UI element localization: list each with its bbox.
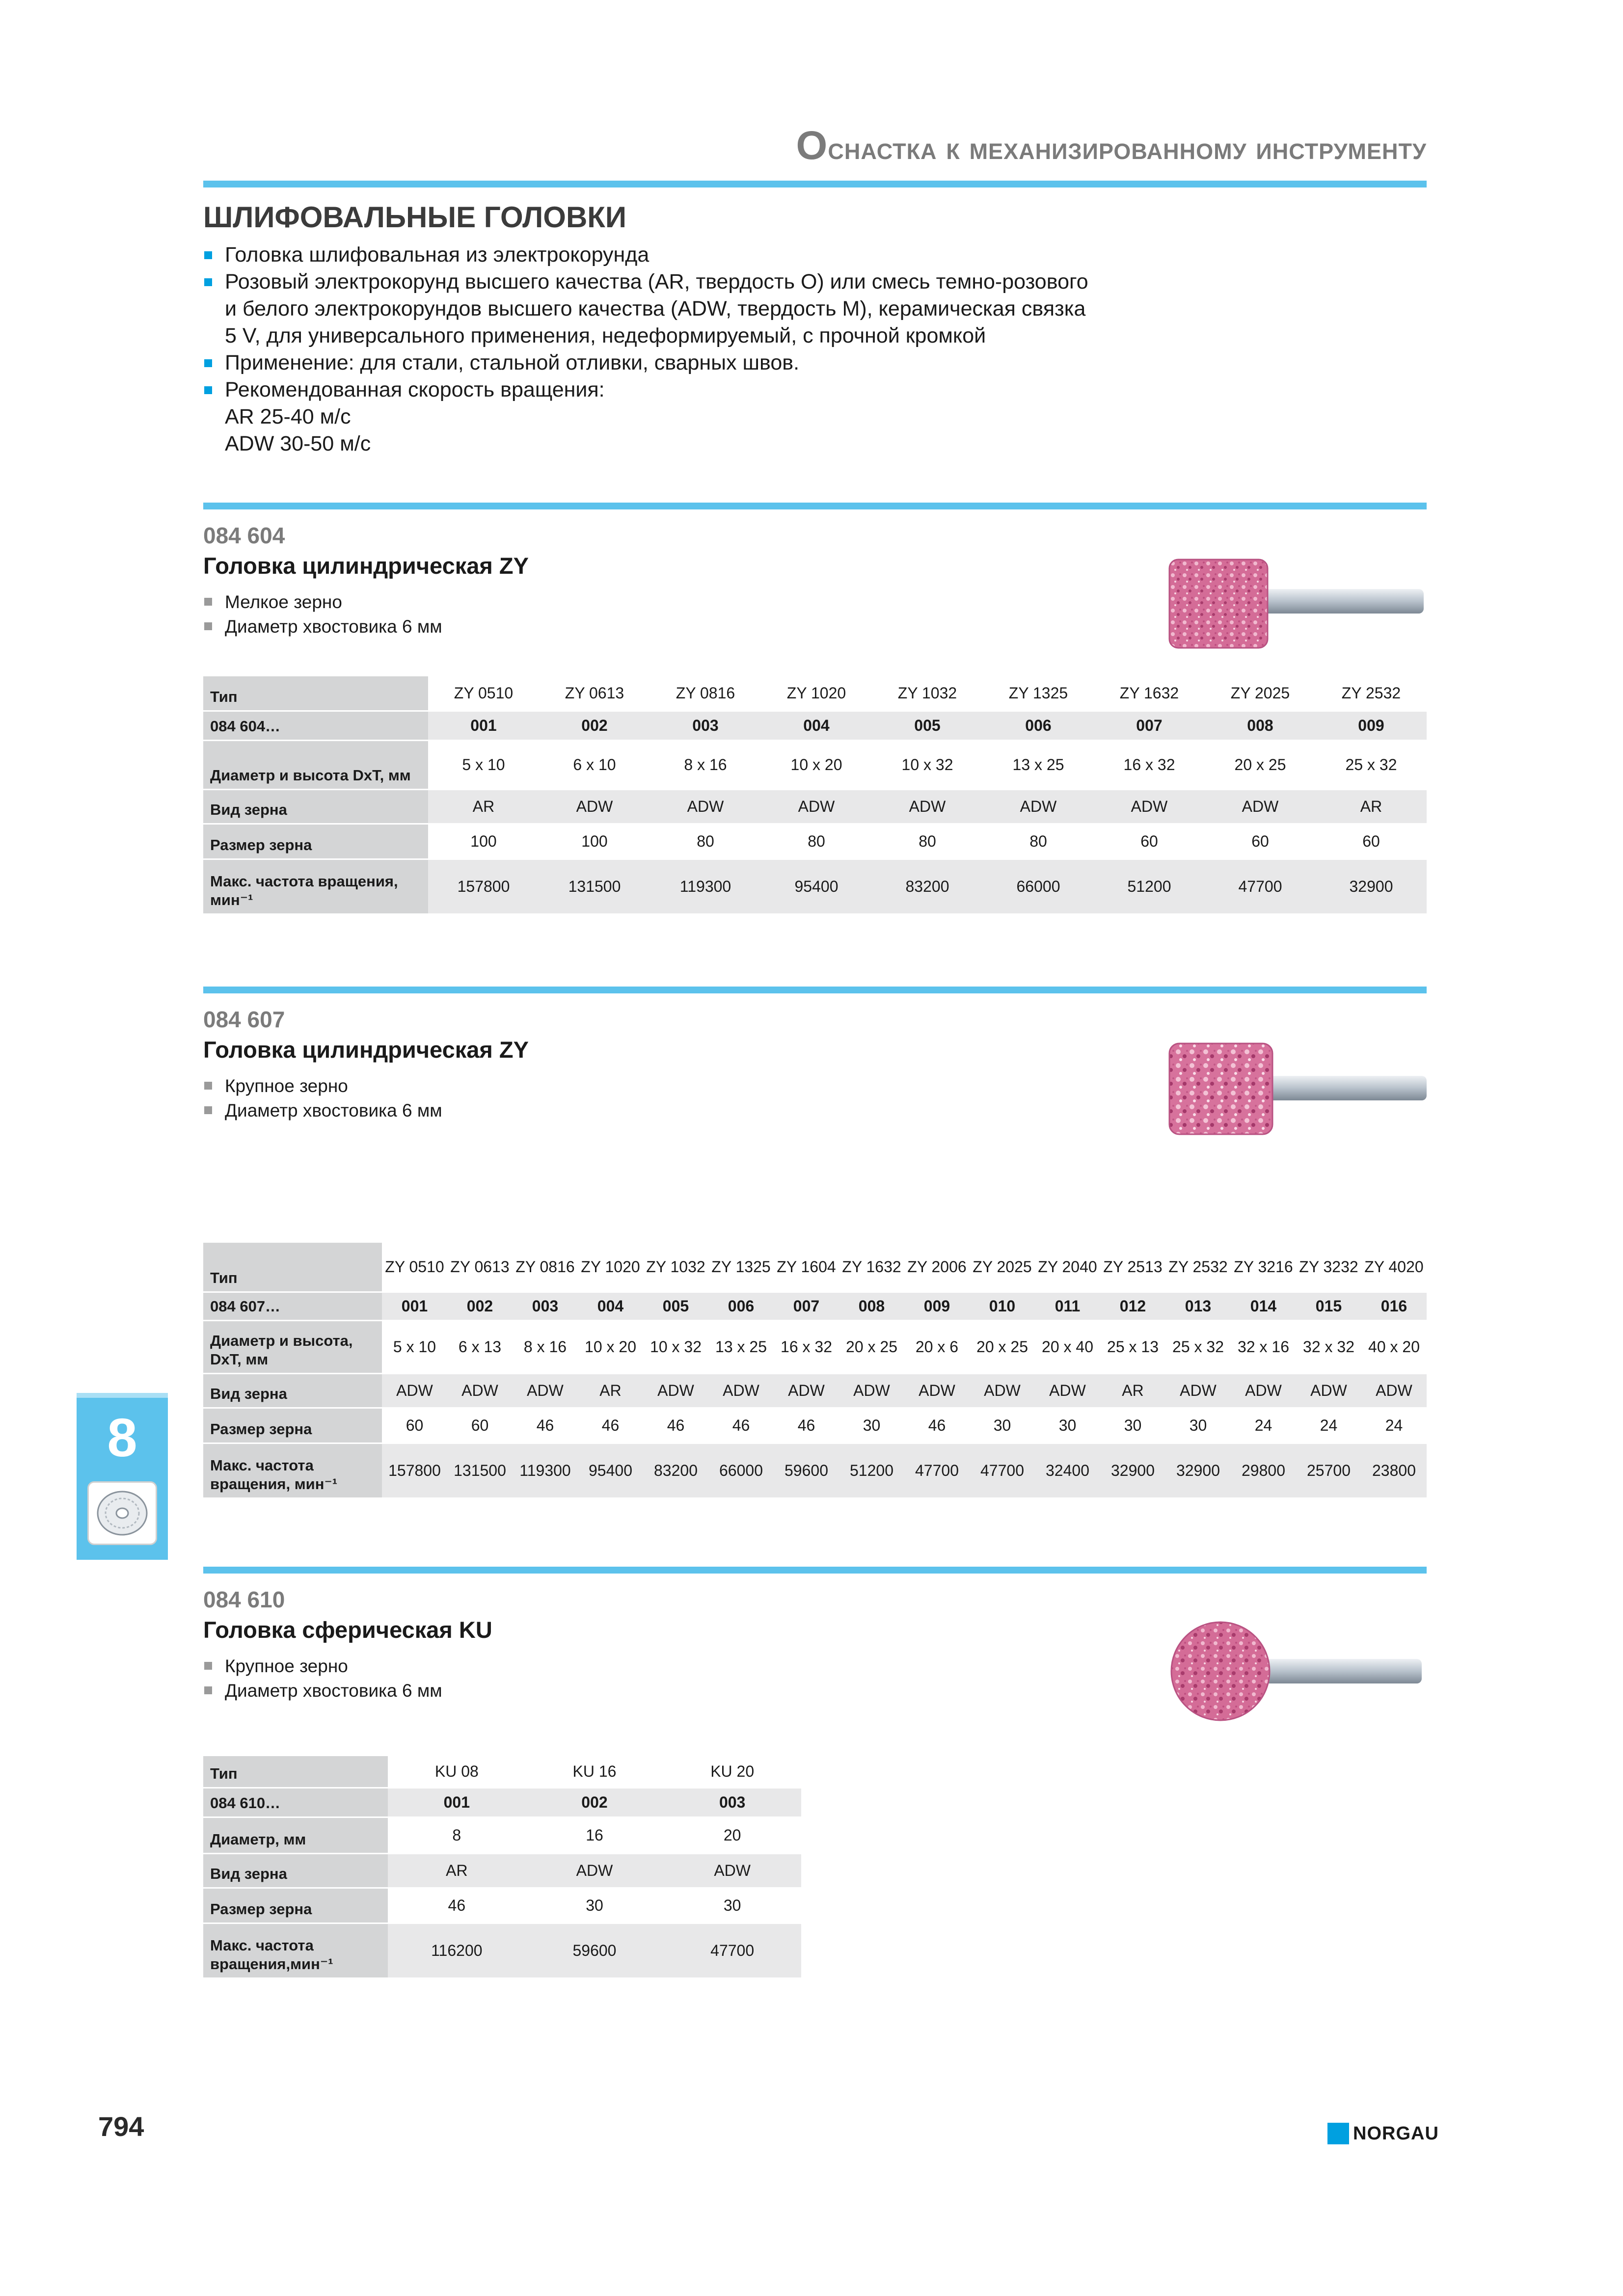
table-cell: 003 xyxy=(663,1788,801,1817)
table-cell: 66000 xyxy=(983,859,1094,914)
cylindrical-stone-fine-image xyxy=(1159,549,1434,659)
table-cell: ADW xyxy=(774,1373,839,1408)
table-cell: 014 xyxy=(1231,1292,1296,1320)
table-cell: 10 x 32 xyxy=(872,740,983,789)
table-cell: ZY 1032 xyxy=(872,676,983,711)
product-2-rule xyxy=(203,987,1427,993)
brand-logo-text: NORGAU xyxy=(1353,2123,1439,2144)
table-cell: 32 x 16 xyxy=(1231,1320,1296,1373)
feature-item xyxy=(203,1654,442,1679)
table-cell: 005 xyxy=(872,711,983,740)
table-cell: ADW xyxy=(1231,1373,1296,1408)
table-cell: 131500 xyxy=(447,1443,513,1498)
table-cell: 100 xyxy=(539,824,650,859)
row-label: 084 610… xyxy=(203,1788,388,1817)
table-cell: ADW xyxy=(761,789,872,824)
feature-square-icon xyxy=(204,1106,212,1114)
table-cell: 29800 xyxy=(1231,1443,1296,1498)
table-cell: 009 xyxy=(1316,711,1427,740)
table-row xyxy=(203,1817,801,1853)
table-cell: 30 xyxy=(839,1408,904,1443)
table-cell: 20 x 40 xyxy=(1035,1320,1100,1373)
product-3-features xyxy=(203,1654,442,1703)
table-cell: ADW xyxy=(526,1853,664,1888)
table-cell: 005 xyxy=(643,1292,708,1320)
table-cell: 012 xyxy=(1100,1292,1165,1320)
table-cell: 59600 xyxy=(774,1443,839,1498)
table-cell: 46 xyxy=(708,1408,774,1443)
table-cell: 116200 xyxy=(388,1923,526,1978)
row-label: Вид зерна xyxy=(203,789,428,824)
table-cell: ADW xyxy=(650,789,761,824)
table-cell: 004 xyxy=(761,711,872,740)
table-cell: ZY 1632 xyxy=(1094,676,1205,711)
section-bullet-text: Рекомендованная скорость вращения: xyxy=(225,378,605,401)
table-cell: 80 xyxy=(983,824,1094,859)
table-cell: 8 x 16 xyxy=(650,740,761,789)
table-cell: 24 xyxy=(1361,1408,1427,1443)
table-cell: 80 xyxy=(650,824,761,859)
table-cell: 30 xyxy=(1100,1408,1165,1443)
product-1-features xyxy=(203,590,442,639)
table-cell: ZY 1020 xyxy=(761,676,872,711)
table-cell: ZY 0816 xyxy=(650,676,761,711)
table-cell: ADW xyxy=(513,1373,578,1408)
table-cell: 30 xyxy=(526,1888,664,1923)
table-cell: 60 xyxy=(1316,824,1427,859)
feature-square-icon xyxy=(204,1686,212,1694)
table-cell: 46 xyxy=(388,1888,526,1923)
table-cell: 016 xyxy=(1361,1292,1427,1320)
row-label: 084 604… xyxy=(203,711,428,740)
section-bullet-line xyxy=(203,268,1088,295)
section-bullet-text: Головка шлифовальная из электрокорунда xyxy=(225,243,649,267)
table-cell: 010 xyxy=(970,1292,1035,1320)
table-row xyxy=(203,740,1427,789)
table-cell: 008 xyxy=(839,1292,904,1320)
table-cell: 001 xyxy=(388,1788,526,1817)
table-cell: 46 xyxy=(774,1408,839,1443)
table-cell: 007 xyxy=(774,1292,839,1320)
table-cell: 002 xyxy=(539,711,650,740)
table-cell: 95400 xyxy=(761,859,872,914)
section-bullet-text: 5 V, для универсального применения, недеформируемый, с прочной кромкой xyxy=(225,324,986,347)
table-cell: 10 x 20 xyxy=(761,740,872,789)
table-cell: 004 xyxy=(578,1292,643,1320)
bullet-square-icon xyxy=(204,251,212,259)
table-row xyxy=(203,676,1427,711)
row-label: Диаметр, мм xyxy=(203,1817,388,1853)
page-header-title-rest: снастка к механизированному инструменту xyxy=(828,131,1427,166)
table-cell: ZY 0613 xyxy=(539,676,650,711)
table-cell: ADW xyxy=(663,1853,801,1888)
table-cell: 10 x 32 xyxy=(643,1320,708,1373)
table-cell: 16 x 32 xyxy=(774,1320,839,1373)
section-bullet-text: и белого электрокорундов высшего качества (ADW, твердость M), керамическая связка xyxy=(225,297,1086,320)
feature-item xyxy=(203,614,442,639)
table-cell: ADW xyxy=(1165,1373,1231,1408)
table-cell: 60 xyxy=(1094,824,1205,859)
table-cell: 25 x 32 xyxy=(1316,740,1427,789)
table-cell: AR xyxy=(428,789,539,824)
feature-item xyxy=(203,1679,442,1703)
table-cell: 119300 xyxy=(650,859,761,914)
section-bullet-line xyxy=(203,430,1088,457)
table-cell: 003 xyxy=(650,711,761,740)
bullet-square-icon xyxy=(204,359,212,367)
feature-item xyxy=(203,590,442,614)
table-cell: 47700 xyxy=(904,1443,970,1498)
feature-square-icon xyxy=(204,1662,212,1670)
table-cell: 80 xyxy=(761,824,872,859)
table-cell: ZY 2513 xyxy=(1100,1243,1165,1292)
table-cell: ZY 3232 xyxy=(1296,1243,1361,1292)
table-row xyxy=(203,859,1427,914)
section-title: ШЛИФОВАЛЬНЫЕ ГОЛОВКИ xyxy=(203,201,627,234)
product-3-title: Головка сферическая KU xyxy=(203,1617,492,1643)
row-label: Тип xyxy=(203,676,428,711)
table-cell: AR xyxy=(1100,1373,1165,1408)
table-cell: ZY 2040 xyxy=(1035,1243,1100,1292)
table-cell: 002 xyxy=(526,1788,664,1817)
table-row xyxy=(203,1923,801,1978)
row-label: Макс. частота вращения, мин⁻¹ xyxy=(203,1443,382,1498)
table-cell: 80 xyxy=(872,824,983,859)
table-row xyxy=(203,1888,801,1923)
table-cell: ZY 1032 xyxy=(643,1243,708,1292)
table-cell: KU 08 xyxy=(388,1756,526,1788)
row-label: Диаметр и высота DxT, мм xyxy=(203,740,428,789)
table-cell: 20 x 25 xyxy=(839,1320,904,1373)
table-cell: ZY 2006 xyxy=(904,1243,970,1292)
table-cell: 015 xyxy=(1296,1292,1361,1320)
chapter-number: 8 xyxy=(107,1408,137,1468)
product-2-code: 084 607 xyxy=(203,1007,285,1032)
brand-logo xyxy=(1327,2123,1439,2144)
page-number: 794 xyxy=(98,2111,144,2142)
feature-square-icon xyxy=(204,598,212,606)
table-cell: ADW xyxy=(1035,1373,1100,1408)
table-cell: 24 xyxy=(1231,1408,1296,1443)
table-cell: 51200 xyxy=(1094,859,1205,914)
row-label: Диаметр и высота, DxT, мм xyxy=(203,1320,382,1373)
table-row xyxy=(203,789,1427,824)
table-row xyxy=(203,1756,801,1788)
table-cell: AR xyxy=(1316,789,1427,824)
table-cell: 46 xyxy=(643,1408,708,1443)
table-cell: ZY 2025 xyxy=(1205,676,1316,711)
table-cell: ADW xyxy=(643,1373,708,1408)
row-label: Тип xyxy=(203,1243,382,1292)
table-cell: 40 x 20 xyxy=(1361,1320,1427,1373)
table-cell: 32 x 32 xyxy=(1296,1320,1361,1373)
feature-item xyxy=(203,1098,442,1123)
table-cell: 003 xyxy=(513,1292,578,1320)
table-cell: ZY 0510 xyxy=(382,1243,447,1292)
section-bullets xyxy=(203,241,1088,457)
table-cell: ADW xyxy=(539,789,650,824)
table-cell: 60 xyxy=(1205,824,1316,859)
feature-text: Крупное зерно xyxy=(225,1656,348,1676)
table-cell: 20 xyxy=(663,1817,801,1853)
table-cell: ADW xyxy=(970,1373,1035,1408)
table-cell: ZY 1604 xyxy=(774,1243,839,1292)
bullet-square-icon xyxy=(204,278,212,286)
table-cell: 008 xyxy=(1205,711,1316,740)
table-cell: 20 x 25 xyxy=(1205,740,1316,789)
table-cell: ADW xyxy=(1205,789,1316,824)
table-cell: 20 x 6 xyxy=(904,1320,970,1373)
feature-text: Крупное зерно xyxy=(225,1076,348,1096)
section-bullet-line xyxy=(203,349,1088,376)
table-cell: ZY 1020 xyxy=(578,1243,643,1292)
table-cell: 5 x 10 xyxy=(428,740,539,789)
product-2-features xyxy=(203,1074,442,1123)
page-header-title: Оснастка к механизированному инструменту xyxy=(796,123,1427,168)
section-bullet-text: AR 25-40 м/с xyxy=(225,405,351,428)
table-cell: 30 xyxy=(1035,1408,1100,1443)
table-cell: 32900 xyxy=(1165,1443,1231,1498)
table-cell: AR xyxy=(388,1853,526,1888)
table-cell: 6 x 10 xyxy=(539,740,650,789)
product-3-code: 084 610 xyxy=(203,1587,285,1612)
table-cell: ZY 1632 xyxy=(839,1243,904,1292)
table-cell: 001 xyxy=(382,1292,447,1320)
table-cell: 131500 xyxy=(539,859,650,914)
table-row xyxy=(203,1443,1427,1498)
table-cell: 46 xyxy=(513,1408,578,1443)
table-cell: 5 x 10 xyxy=(382,1320,447,1373)
table-cell: 47700 xyxy=(970,1443,1035,1498)
table-cell: 157800 xyxy=(428,859,539,914)
row-label: Вид зерна xyxy=(203,1373,382,1408)
table-cell: 66000 xyxy=(708,1443,774,1498)
table-cell: 13 x 25 xyxy=(708,1320,774,1373)
spherical-stone-image xyxy=(1162,1615,1436,1730)
table-cell: ZY 1325 xyxy=(708,1243,774,1292)
table-cell: 83200 xyxy=(643,1443,708,1498)
row-label: Макс. частота вращения,мин⁻¹ xyxy=(203,1923,388,1978)
section-bullet-line xyxy=(203,403,1088,430)
table-cell: 157800 xyxy=(382,1443,447,1498)
section-bullet-line xyxy=(203,322,1088,349)
table-cell: 001 xyxy=(428,711,539,740)
table-cell: ADW xyxy=(983,789,1094,824)
product-1-spec-table xyxy=(203,676,1427,915)
table-cell: 8 x 16 xyxy=(513,1320,578,1373)
table-cell: KU 20 xyxy=(663,1756,801,1788)
table-cell: 30 xyxy=(1165,1408,1231,1443)
table-cell: ZY 1325 xyxy=(983,676,1094,711)
table-cell: ADW xyxy=(447,1373,513,1408)
feature-square-icon xyxy=(204,622,212,630)
cylindrical-stone-coarse-image xyxy=(1162,1035,1436,1145)
table-cell: 8 xyxy=(388,1817,526,1853)
feature-text: Мелкое зерно xyxy=(225,592,342,612)
feature-text: Диаметр хвостовика 6 мм xyxy=(225,1681,442,1701)
table-cell: ZY 4020 xyxy=(1361,1243,1427,1292)
table-row xyxy=(203,1243,1427,1292)
table-cell: 32400 xyxy=(1035,1443,1100,1498)
product-1-title: Головка цилиндрическая ZY xyxy=(203,553,529,579)
table-row xyxy=(203,1853,801,1888)
table-cell: ZY 0510 xyxy=(428,676,539,711)
table-row xyxy=(203,711,1427,740)
table-cell: ZY 2532 xyxy=(1316,676,1427,711)
section-bullet-line xyxy=(203,241,1088,268)
table-cell: 011 xyxy=(1035,1292,1100,1320)
row-label: Тип xyxy=(203,1756,388,1788)
table-cell: 23800 xyxy=(1361,1443,1427,1498)
table-cell: 20 x 25 xyxy=(970,1320,1035,1373)
table-cell: AR xyxy=(578,1373,643,1408)
feature-square-icon xyxy=(204,1082,212,1090)
table-cell: 30 xyxy=(970,1408,1035,1443)
table-cell: 13 x 25 xyxy=(983,740,1094,789)
section-bullet-text: Розовый электрокорунд высшего качества (AR, твердость O) или смесь темно-розового xyxy=(225,270,1088,294)
table-cell: 100 xyxy=(428,824,539,859)
table-cell: ADW xyxy=(1094,789,1205,824)
table-cell: 46 xyxy=(578,1408,643,1443)
table-cell: 002 xyxy=(447,1292,513,1320)
product-3-rule xyxy=(203,1567,1427,1574)
table-cell: 119300 xyxy=(513,1443,578,1498)
product-1-rule xyxy=(203,503,1427,509)
brand-logo-square-icon xyxy=(1327,2123,1349,2144)
section-bullet-line xyxy=(203,295,1088,322)
table-cell: 013 xyxy=(1165,1292,1231,1320)
section-bullet-text: ADW 30-50 м/с xyxy=(225,432,371,455)
table-cell: ZY 0613 xyxy=(447,1243,513,1292)
table-row xyxy=(203,1788,801,1817)
table-row xyxy=(203,1408,1427,1443)
table-cell: ADW xyxy=(708,1373,774,1408)
table-cell: ZY 3216 xyxy=(1231,1243,1296,1292)
feature-item xyxy=(203,1074,442,1098)
table-cell: 59600 xyxy=(526,1923,664,1978)
table-cell: 16 xyxy=(526,1817,664,1853)
feature-text: Диаметр хвостовика 6 мм xyxy=(225,1100,442,1121)
table-cell: 25 x 32 xyxy=(1165,1320,1231,1373)
table-cell: 006 xyxy=(983,711,1094,740)
table-cell: 32900 xyxy=(1100,1443,1165,1498)
table-cell: ADW xyxy=(839,1373,904,1408)
table-cell: KU 16 xyxy=(526,1756,664,1788)
row-label: Размер зерна xyxy=(203,1408,382,1443)
table-cell: 006 xyxy=(708,1292,774,1320)
table-cell: ADW xyxy=(872,789,983,824)
product-2-title: Головка цилиндрическая ZY xyxy=(203,1037,529,1063)
table-cell: ADW xyxy=(904,1373,970,1408)
table-cell: 10 x 20 xyxy=(578,1320,643,1373)
row-label: Размер зерна xyxy=(203,1888,388,1923)
table-cell: 51200 xyxy=(839,1443,904,1498)
table-cell: ADW xyxy=(1361,1373,1427,1408)
table-cell: 32900 xyxy=(1316,859,1427,914)
row-label: Макс. частота вращения, мин⁻¹ xyxy=(203,859,428,914)
feature-text: Диаметр хвостовика 6 мм xyxy=(225,616,442,637)
product-3-spec-table xyxy=(203,1756,801,1979)
table-cell: 009 xyxy=(904,1292,970,1320)
product-2-spec-table xyxy=(203,1243,1427,1499)
table-cell: ADW xyxy=(1296,1373,1361,1408)
table-cell: ZY 0816 xyxy=(513,1243,578,1292)
table-cell: 007 xyxy=(1094,711,1205,740)
section-bullet-line xyxy=(203,376,1088,403)
table-cell: 47700 xyxy=(663,1923,801,1978)
row-label: Вид зерна xyxy=(203,1853,388,1888)
table-cell: ZY 2025 xyxy=(970,1243,1035,1292)
table-cell: 46 xyxy=(904,1408,970,1443)
table-cell: ZY 2532 xyxy=(1165,1243,1231,1292)
table-row xyxy=(203,1292,1427,1320)
header-rule xyxy=(203,181,1427,187)
table-row xyxy=(203,1373,1427,1408)
table-cell: 47700 xyxy=(1205,859,1316,914)
table-cell: 95400 xyxy=(578,1443,643,1498)
product-1-code: 084 604 xyxy=(203,523,285,548)
table-cell: ADW xyxy=(382,1373,447,1408)
table-cell: 60 xyxy=(382,1408,447,1443)
table-cell: 6 x 13 xyxy=(447,1320,513,1373)
row-label: Размер зерна xyxy=(203,824,428,859)
table-cell: 25700 xyxy=(1296,1443,1361,1498)
row-label: 084 607… xyxy=(203,1292,382,1320)
bullet-square-icon xyxy=(204,386,212,394)
section-bullet-text: Применение: для стали, стальной отливки, сварных швов. xyxy=(225,351,800,374)
table-cell: 25 x 13 xyxy=(1100,1320,1165,1373)
table-cell: 24 xyxy=(1296,1408,1361,1443)
table-row xyxy=(203,824,1427,859)
chapter-tab[interactable] xyxy=(77,1393,168,1560)
table-cell: 60 xyxy=(447,1408,513,1443)
table-row xyxy=(203,1320,1427,1373)
table-cell: 30 xyxy=(663,1888,801,1923)
grinding-disc-icon xyxy=(87,1481,157,1545)
table-cell: 16 x 32 xyxy=(1094,740,1205,789)
table-cell: 83200 xyxy=(872,859,983,914)
